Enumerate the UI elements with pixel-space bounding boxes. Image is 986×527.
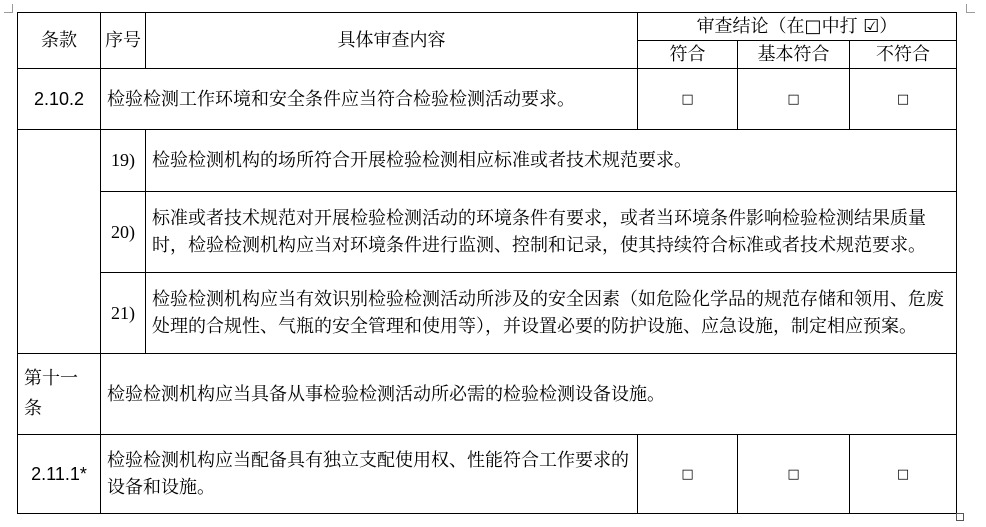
- table-row: [18, 273, 957, 354]
- article-heading: 第十一条: [18, 354, 101, 435]
- review-content: 检验检测机构的场所符合开展检验检测相应标准或者技术规范要求。: [146, 130, 957, 192]
- checkbox-nonconform[interactable]: □: [850, 69, 957, 130]
- clause-code: 2.10.2: [18, 69, 101, 130]
- header-conclusion: 审查结论（在□中打 ☑）: [638, 13, 957, 41]
- header-content: 具体审查内容: [146, 13, 638, 69]
- checkbox-basic-conform[interactable]: □: [738, 69, 850, 130]
- clause-cell-empty: [18, 130, 101, 354]
- review-content: 检验检测机构应当配备具有独立支配使用权、性能符合工作要求的设备和设施。: [101, 435, 638, 514]
- header-row-1: [18, 13, 957, 41]
- margin-corner-top-right: [966, 4, 975, 13]
- table-row: [18, 130, 957, 192]
- review-table: [17, 12, 957, 514]
- checkbox-nonconform[interactable]: □: [850, 435, 957, 514]
- checkbox-basic-conform[interactable]: □: [738, 435, 850, 514]
- sequence-number: 21): [101, 273, 146, 354]
- table-row: [18, 192, 957, 273]
- review-content: 检验检测工作环境和安全条件应当符合检验检测活动要求。: [101, 69, 638, 130]
- header-nonconform: 不符合: [850, 41, 957, 69]
- sequence-number: 20): [101, 192, 146, 273]
- margin-corner-top-left: [4, 4, 13, 13]
- review-content: 检验检测机构应当具备从事检验检测活动所必需的检验检测设备设施。: [101, 354, 957, 435]
- checkbox-conform[interactable]: □: [638, 69, 738, 130]
- table-row: [18, 69, 957, 130]
- clause-code: 2.11.1*: [18, 435, 101, 514]
- sequence-number: 19): [101, 130, 146, 192]
- header-clause: 条款: [18, 13, 101, 69]
- header-conform: 符合: [638, 41, 738, 69]
- checkbox-conform[interactable]: □: [638, 435, 738, 514]
- table-row: [18, 354, 957, 435]
- header-basic-conform: 基本符合: [738, 41, 850, 69]
- review-content: 标准或者技术规范对开展检验检测活动的环境条件有要求，或者当环境条件影响检验检测结果质量时，检验检测机构应当对环境条件进行监测、控制和记录，使其持续符合标准或者技术规范要求。: [146, 192, 957, 273]
- table-row: [18, 435, 957, 514]
- table-resize-handle[interactable]: [956, 513, 964, 521]
- review-content: 检验检测机构应当有效识别检验检测活动所涉及的安全因素（如危险化学品的规范存储和领用、危废处理的合规性、气瓶的安全管理和使用等），并设置必要的防护设施、应急设施，制定相应预案。: [146, 273, 957, 354]
- header-seq: 序号: [101, 13, 146, 69]
